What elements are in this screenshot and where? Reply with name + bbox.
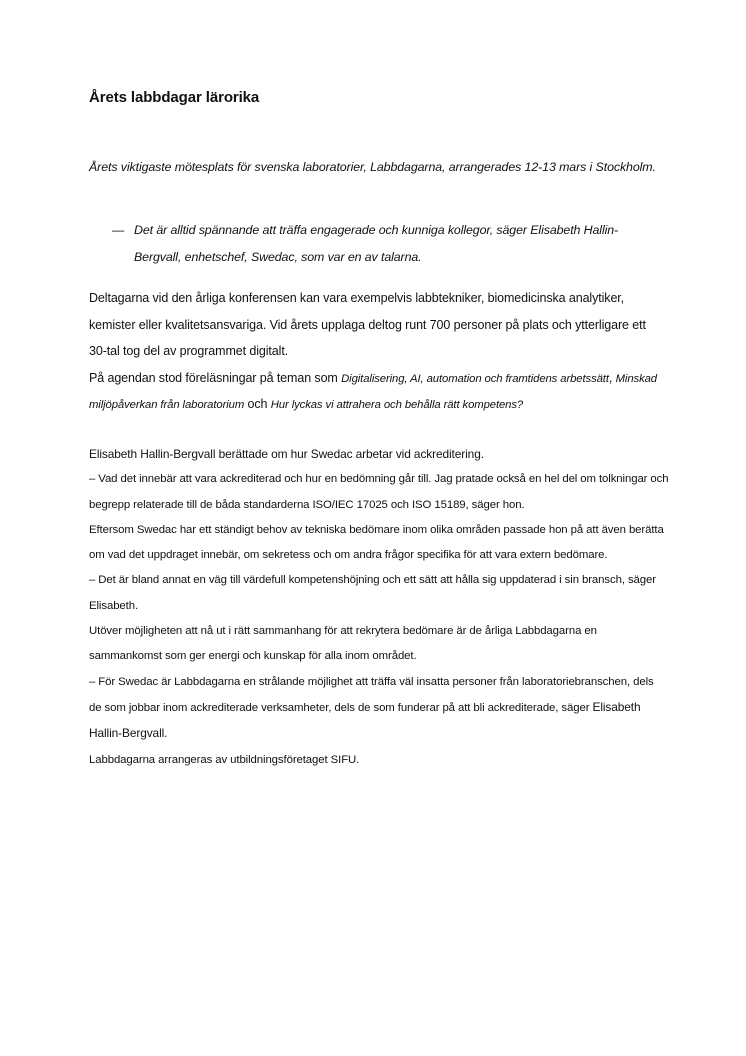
paragraph-agenda xyxy=(89,366,664,418)
paragraph-gathering: Utöver möjligheten att nå ut i rätt sammanhang för att rekrytera bedömare är de årliga Labbdagarna en sammankomst som ger energi och kunskap för alla inom området. xyxy=(89,625,597,663)
agenda-separator: och xyxy=(244,397,271,411)
speaker-name: Elisabeth Hallin-Bergvall. xyxy=(89,699,641,741)
agenda-separator: , xyxy=(608,371,616,385)
paragraph-quote-accreditation: – Vad det innebär att vara ackrediterad och hur en bedömning går till. Jag pratade också en hel del om tolkningar och begrepp relaterade till de båda standarderna ISO/IEC 17025 och ISO 15189, säger hon. xyxy=(89,473,669,511)
article-body xyxy=(89,442,669,773)
quote-text: Det är alltid spännande att träffa engagerade och kunniga kollegor, säger Elisabeth Hallin-Bergvall, enhetschef, Swedac, som var en av talarna. xyxy=(134,223,619,264)
article-lede: Årets viktigaste mötesplats för svenska laboratorier, Labbdagarna, arrangerades 12-13 mars i Stockholm. xyxy=(89,160,656,174)
paragraph-closing: Labbdagarna arrangeras av utbildningsföretaget SIFU. xyxy=(89,753,360,766)
quote-opportunity-text: – För Swedac är Labbdagarna en strålande möjlighet att träffa väl insatta personer från laboratoriebranschen, dels de som jobbar inom ackrediterade verksamheter, dels de som funderar på att bli ackrediterade, säger xyxy=(89,675,654,714)
quote-dash: — xyxy=(112,223,125,237)
paragraph-participants: Deltagarna vid den årliga konferensen kan vara exempelvis labbtekniker, biomedicinska analytiker, kemister eller kvalitetsansvariga. Vid årets upplaga deltog runt 700 personer på plats och ytterligare ett 30-tal tog del av programmet digitalt. xyxy=(89,291,646,358)
paragraph-quote-opportunity xyxy=(89,670,669,748)
agenda-intro: På agendan stod föreläsningar på teman som xyxy=(89,371,342,385)
agenda-topic-competence: Hur lyckas vi attrahera och behålla rätt kompetens? xyxy=(270,399,524,411)
agenda-topic-environment: Minskad miljöpåverkan från laboratorium xyxy=(89,373,657,411)
pull-quote xyxy=(112,217,672,271)
agenda-topic-digitalization: Digitalisering, AI, automation och framtidens arbetssätt xyxy=(341,373,609,385)
paragraph-assessors: Eftersom Swedac har ett ständigt behov av tekniska bedömare inom olika områden passade hon på att även berätta om vad det uppdraget innebär, om sekretess och om andra frågor specifika för att vara extern bedömare. xyxy=(89,523,664,562)
paragraph-speaker: Elisabeth Hallin-Bergvall berättade om hur Swedac arbetar vid ackreditering. xyxy=(89,447,484,461)
paragraph-quote-competence: – Det är bland annat en väg till värdefull kompetenshöjning och ett sätt att hålla sig uppdaterad i sin bransch, säger Elisabeth. xyxy=(89,574,656,612)
article-title: Årets labbdagar lärorika xyxy=(89,89,260,106)
